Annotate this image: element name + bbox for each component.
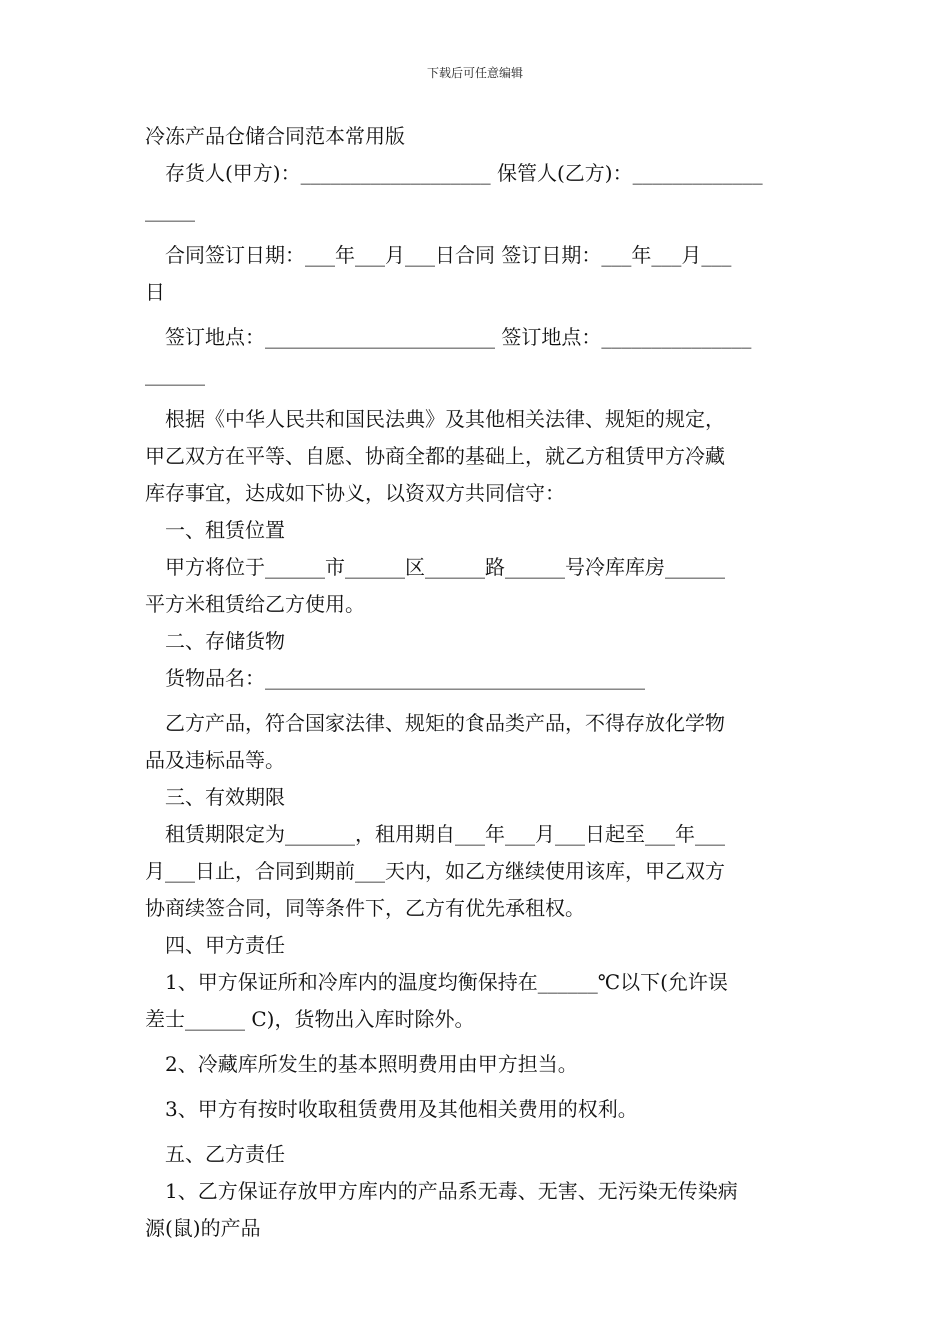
text-line: 1、乙方保证存放甲方库内的产品系无毒、无害、无污染无传染病 (165, 1179, 738, 1203)
text-line: 差士______ C)，货物出入库时除外。 (145, 1007, 475, 1031)
text-line: 2、冷藏库所发生的基本照明费用由甲方担当。 (165, 1052, 578, 1076)
document-title: 冷冻产品仓储合同范本常用版 (145, 124, 405, 148)
text-line: 平方米租赁给乙方使用。 (145, 592, 365, 616)
header-note: 下载后可任意编辑 (426, 66, 523, 80)
text-line: 二、存储货物 (165, 629, 285, 653)
text-line: 协商续签合同，同等条件下，乙方有优先承租权。 (145, 896, 585, 920)
text-line: 月___日止，合同到期前___天内，如乙方继续使用该库，甲乙双方 (145, 859, 725, 883)
text-line: 三、有效期限 (165, 785, 285, 809)
text-line: 四、甲方责任 (165, 933, 285, 957)
text-line: 源(鼠)的产品 (145, 1216, 261, 1240)
text-line: 乙方产品，符合国家法律、规矩的食品类产品，不得存放化学物 (165, 711, 725, 735)
document-body (145, 118, 810, 1247)
text-line: 品及违标品等。 (145, 748, 285, 772)
text-line: 1、甲方保证所和冷库内的温度均衡保持在______℃以下(允许误 (165, 970, 728, 994)
text-line: 甲方将位于______市______区______路______号冷库库房______ (165, 555, 725, 579)
text-line: 签订地点：_______________________ 签订地点：_______________ (165, 325, 752, 349)
text-line: 一、租赁位置 (165, 518, 285, 542)
text-line: 存货人(甲方)：___________________ 保管人(乙方)：_____________ (165, 161, 763, 185)
text-line: 日 (145, 280, 165, 304)
text-line: 五、乙方责任 (165, 1142, 285, 1166)
text-line: _____ (145, 198, 195, 222)
text-line: 3、甲方有按时收取租赁费用及其他相关费用的权利。 (165, 1097, 638, 1121)
text-line: ______ (145, 362, 205, 386)
text-line: 货物品名：______________________________________ (165, 666, 645, 690)
text-line: 根据《中华人民共和国民法典》及其他相关法律、规矩的规定， (165, 407, 725, 431)
text-line: 库存事宜，达成如下协义，以资双方共同信守： (145, 481, 565, 505)
text-line: 合同签订日期：___年___月___日合同 签订日期：___年___月___ (165, 243, 732, 267)
text-line: 租赁期限定为_______，租用期自___年___月___日起至___年___ (165, 822, 725, 846)
text-line: 甲乙双方在平等、自愿、协商全都的基础上，就乙方租赁甲方冷藏 (145, 444, 725, 468)
